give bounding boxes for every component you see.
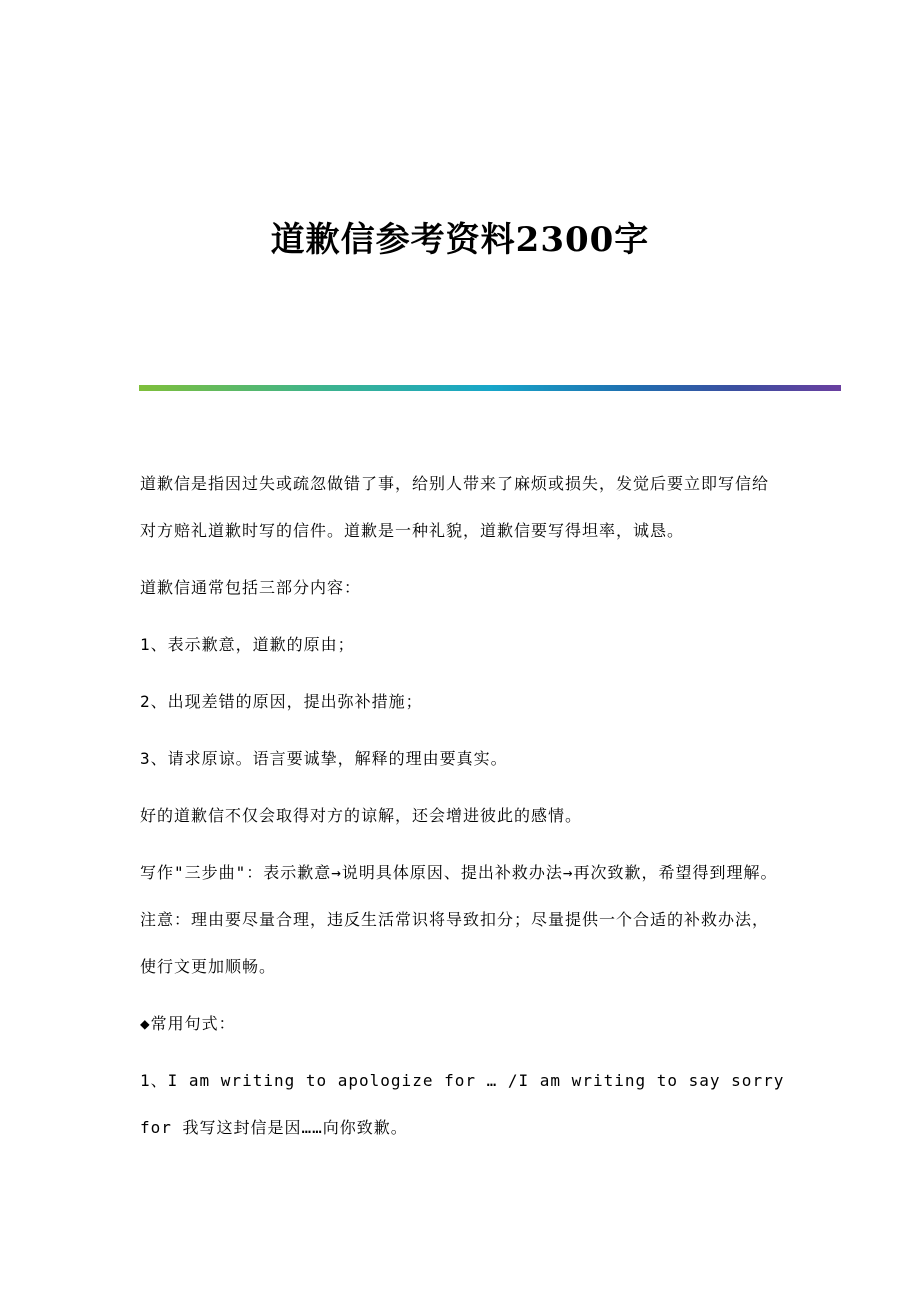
section-heading-common-phrases: ◆常用句式： [140,1014,236,1033]
paragraph-benefit: 好的道歉信不仅会取得对方的谅解，还会增进彼此的感情。 [140,806,583,825]
document-body [140,460,785,1151]
list-item: 3、请求原谅。语言要诚挚，解释的理由要真实。 [140,749,508,768]
paragraph-definition: 道歉信是指因过失或疏忽做错了事，给别人带来了麻烦或损失，发觉后要立即写信给对方赔礼道歉时写的信件。道歉是一种礼貌，道歉信要写得坦率，诚恳。 [140,474,770,540]
list-item: 1、表示歉意，道歉的原由； [140,635,355,654]
title-divider [139,385,841,391]
paragraph-structure-intro: 道歉信通常包括三部分内容： [140,578,362,597]
phrase-item: 1、I am writing to apologize for … /I am writing to say sorry for 我写这封信是因……向你致歉。 [140,1071,785,1137]
list-item: 2、出现差错的原因，提出弥补措施； [140,692,423,711]
document-title: 道歉信参考资料2300字 [270,220,650,260]
paragraph-three-steps: 写作"三步曲"：表示歉意→说明具体原因、提出补救办法→再次致歉，希望得到理解。 注意：理由要尽量合理，违反生活常识将导致扣分；尽量提供一个合适的补救办法，使行文更加顺畅。 [140,863,778,976]
